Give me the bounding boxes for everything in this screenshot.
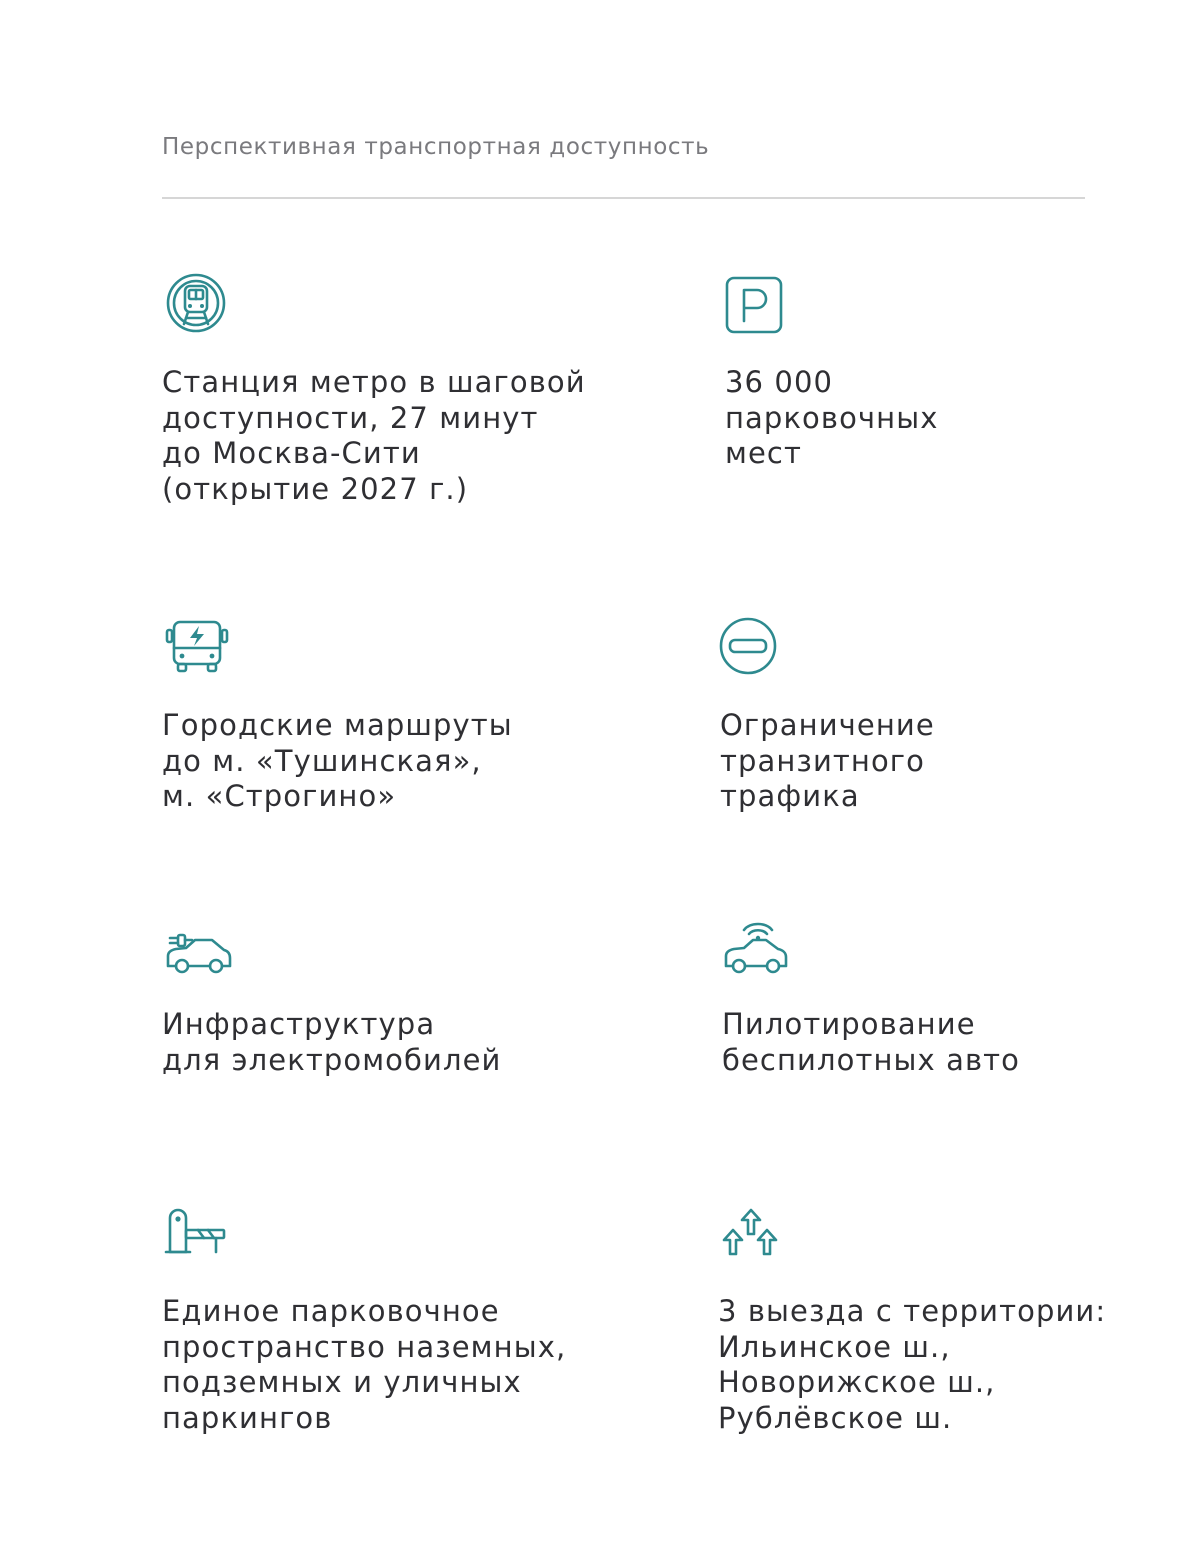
parking-barrier-icon xyxy=(162,1206,234,1258)
autonomous-car-icon xyxy=(722,918,794,978)
text-line: Инфраструктура xyxy=(162,1007,436,1041)
feature-parking-text xyxy=(725,365,939,472)
text-line: Единое парковочное xyxy=(162,1294,500,1328)
text-line: до м. «Тушинская», xyxy=(162,743,482,778)
text-line: пространство наземных, xyxy=(162,1329,567,1364)
text-line: паркингов xyxy=(162,1400,333,1435)
text-line: Ильинское ш., xyxy=(718,1329,951,1364)
text-line: доступности, 27 минут xyxy=(162,400,539,435)
text-line: трафика xyxy=(720,779,860,813)
text-line: Рублёвское ш. xyxy=(718,1400,953,1435)
text-line: транзитного xyxy=(720,743,925,778)
metro-train-icon xyxy=(162,274,228,336)
text-line: для электромобилей xyxy=(162,1042,502,1077)
text-line: Пилотирование xyxy=(722,1007,976,1041)
text-line: м. «Строгино» xyxy=(162,779,397,813)
feature-unified-parking-text xyxy=(162,1294,566,1436)
text-line: Городские маршруты xyxy=(162,708,513,742)
feature-autonomous-cars-text xyxy=(722,1007,1020,1078)
feature-three-exits-text xyxy=(718,1294,1106,1436)
section-title: Перспективная транспортная доступность xyxy=(162,134,710,160)
text-line: подземных и уличных xyxy=(162,1365,522,1399)
text-line: мест xyxy=(725,436,802,470)
electric-car-icon xyxy=(162,926,236,978)
text-line: беспилотных авто xyxy=(722,1042,1020,1077)
no-entry-icon xyxy=(720,618,780,678)
text-line: Новорижское ш., xyxy=(718,1365,996,1399)
feature-ev-infrastructure-text xyxy=(162,1007,501,1078)
text-line: (открытие 2027 г.) xyxy=(162,471,469,506)
text-line: Станция метро в шаговой xyxy=(162,365,586,399)
feature-city-routes-text xyxy=(162,708,513,815)
text-line: 3 выезда с территории: xyxy=(718,1294,1107,1328)
electric-bus-icon xyxy=(162,618,234,678)
text-line: до Москва-Сити xyxy=(162,436,421,470)
text-line: Ограничение xyxy=(720,708,935,742)
parking-icon xyxy=(725,276,785,336)
feature-metro-text xyxy=(162,365,586,507)
text-line: 36 000 xyxy=(725,365,834,399)
three-exits-arrows-icon xyxy=(718,1206,784,1260)
header-divider xyxy=(162,197,1085,199)
text-line: парковочных xyxy=(725,400,939,435)
feature-transit-restriction-text xyxy=(720,708,935,815)
